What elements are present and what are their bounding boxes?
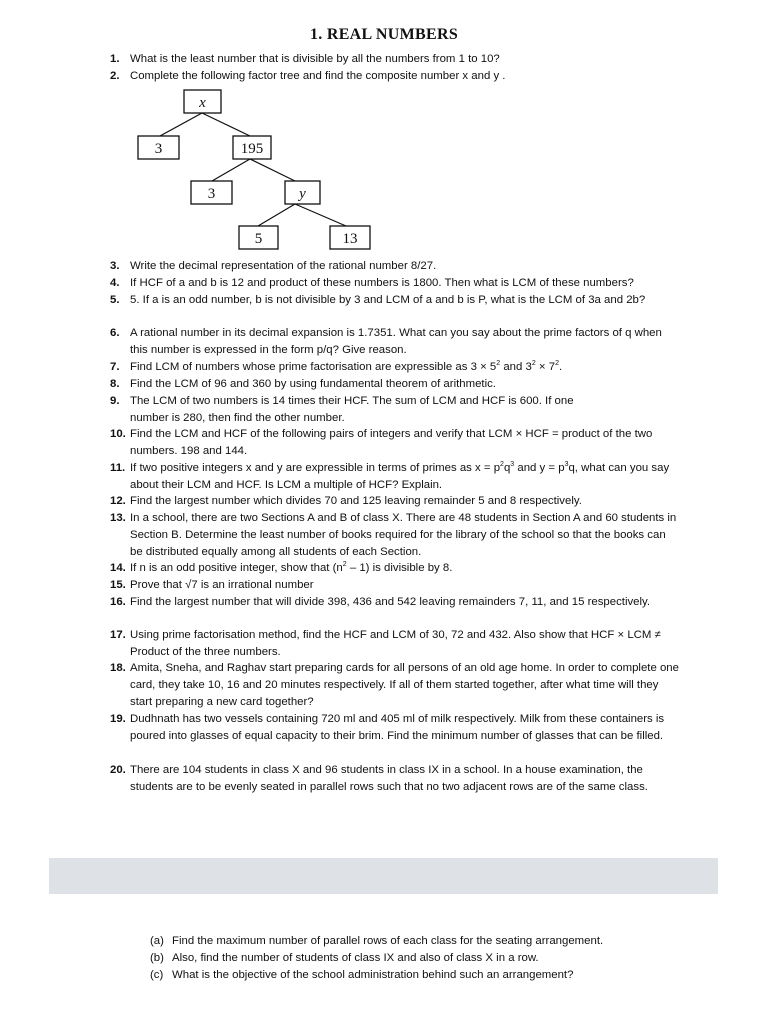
question-text: Write the decimal representation of the rational number 8/27.: [130, 260, 437, 272]
question-6: [110, 325, 680, 359]
subpart-text: Also, find the number of students of class IX and also of class X in a row.: [172, 952, 539, 964]
question-15: [110, 577, 680, 594]
question-19: [110, 711, 680, 745]
question-text: Find the largest number which divides 70 and 125 leaving remainder 5 and 8 respectively.: [130, 495, 582, 507]
subpart-tag: (b): [150, 952, 164, 964]
question-number: 18.: [110, 662, 126, 674]
question-10: [110, 426, 680, 460]
question-number: 3.: [110, 260, 120, 272]
subpart-c: [150, 967, 690, 984]
question-number: 16.: [110, 596, 126, 608]
question-4: [110, 275, 680, 292]
question-number: 6.: [110, 327, 120, 339]
question-12: [110, 493, 680, 510]
question-5: [110, 292, 680, 309]
question-number: 13.: [110, 512, 126, 524]
subpart-text: What is the objective of the school administration behind such an arrangement?: [172, 969, 574, 981]
question-number: 7.: [110, 361, 120, 373]
question-number: 2.: [110, 70, 120, 82]
question-17: [110, 627, 680, 661]
question-number: 15.: [110, 579, 126, 591]
question-16: [110, 594, 680, 611]
question-18: [110, 660, 680, 710]
question-text: If n is an odd positive integer, show that $(n^2 - 1)$ is divisible by 8.: [130, 561, 453, 574]
question-text: 5. If a is an odd number, b is not divisible by 3 and LCM of a and b is P, what is the LCM of 3a and 2b?: [130, 294, 646, 306]
tree-label-5: 5: [254, 231, 263, 247]
tree-label-3: 3: [207, 186, 216, 202]
subpart-b: [150, 950, 690, 967]
question-8: [110, 376, 680, 393]
question-number: 10.: [110, 428, 126, 440]
question-text: If two positive integers x and y are expressible in terms of primes as $x = p^2q^3$ and $y = p^3q$, what can you say about their LCM and HCF. Is LCM a multiple of HCF? Explain.: [130, 461, 670, 491]
question-text: Find the LCM and HCF of the following pairs of integers and verify that LCM × HCF = product of the two numbers. 198 and 144.: [130, 428, 653, 457]
question-1: [110, 51, 680, 68]
question-13: [110, 510, 680, 560]
subpart-a: [150, 933, 690, 950]
question-text: Amita, Sneha, and Raghav start preparing cards for all persons of an old age home. In order to complete one card, they take 10, 16 and 20 minutes respectively. If all of them started together, after what time will they start preparing a new card together?: [130, 662, 679, 708]
question-text: The LCM of two numbers is 14 times their HCF. The sum of LCM and HCF is 600. If one number is 280, then find the other number.: [130, 395, 574, 424]
question-text: What is the least number that is divisible by all the numbers from 1 to 10?: [130, 53, 500, 65]
tree-label-13: 13: [342, 231, 358, 247]
question-3: [110, 258, 680, 275]
question-number: 19.: [110, 713, 126, 725]
question-number: 9.: [110, 395, 120, 407]
question-number: 4.: [110, 277, 120, 289]
tree-label-3: 3: [154, 141, 163, 157]
question-text: A rational number in its decimal expansion is 1.7351. What can you say about the prime factors of q when this number is expressed in the form p/q? Give reason.: [130, 327, 662, 356]
question-9: [110, 393, 680, 427]
question-7: [110, 359, 680, 376]
tree-label-y: y: [299, 186, 306, 202]
question-text: Complete the following factor tree and find the composite number x and y .: [130, 70, 506, 82]
tree-label-195: 195: [240, 141, 264, 157]
question-number: 5.: [110, 294, 120, 306]
question-number: 17.: [110, 629, 126, 641]
factor-tree-diagram: [130, 86, 390, 256]
subpart-tag: (a): [150, 935, 164, 947]
question-20: [110, 762, 680, 796]
question-text: Dudhnath has two vessels containing 720 ml and 405 ml of milk respectively. Milk from these containers is poured into glasses of equal capacity to their brim. Find the minimum number of glasses that can be filled.: [130, 713, 665, 742]
question-text: If HCF of a and b is 12 and product of these numbers is 1800. Then what is LCM of these numbers?: [130, 277, 634, 289]
subpart-tag: (c): [150, 969, 164, 981]
question-text: Find LCM of numbers whose prime factorisation are expressible as $3 \times 5^2$ and $3^2 \times 7^2$.: [130, 360, 563, 373]
question-number: 12.: [110, 495, 126, 507]
question-text: Using prime factorisation method, find the HCF and LCM of 30, 72 and 432. Also show that HCF × LCM ≠ Product of the three numbers.: [130, 629, 661, 658]
shaded-banner: [49, 858, 718, 894]
question-11: [110, 460, 680, 494]
question-2: [110, 68, 680, 85]
question-text: In a school, there are two Sections A and B of class X. There are 48 students in Section A and 60 students in Section B. Determine the least number of books required for the library of the school so that the books can be distributed equally among all students of each Section.: [130, 512, 677, 558]
tree-label-x: x: [199, 95, 206, 111]
question-text: Prove that √7 is an irrational number: [130, 579, 314, 591]
page-title: 1. REAL NUMBERS: [309, 26, 459, 43]
question-number: 11.: [110, 462, 126, 474]
question-14: [110, 560, 680, 577]
subpart-text: Find the maximum number of parallel rows of each class for the seating arrangement.: [172, 935, 604, 947]
question-text: Find the largest number that will divide 398, 436 and 542 leaving remainders 7, 11, and 15 respectively.: [130, 596, 651, 608]
question-number: 14.: [110, 562, 126, 574]
question-number: 20.: [110, 764, 126, 776]
question-text: There are 104 students in class X and 96 students in class IX in a school. In a house examination, the students are to be evenly seated in parallel rows such that no two adjacent rows are of the same class.: [130, 764, 648, 793]
question-text: Find the LCM of 96 and 360 by using fundamental theorem of arithmetic.: [130, 378, 496, 390]
question-number: 8.: [110, 378, 120, 390]
question-number: 1.: [110, 53, 120, 65]
